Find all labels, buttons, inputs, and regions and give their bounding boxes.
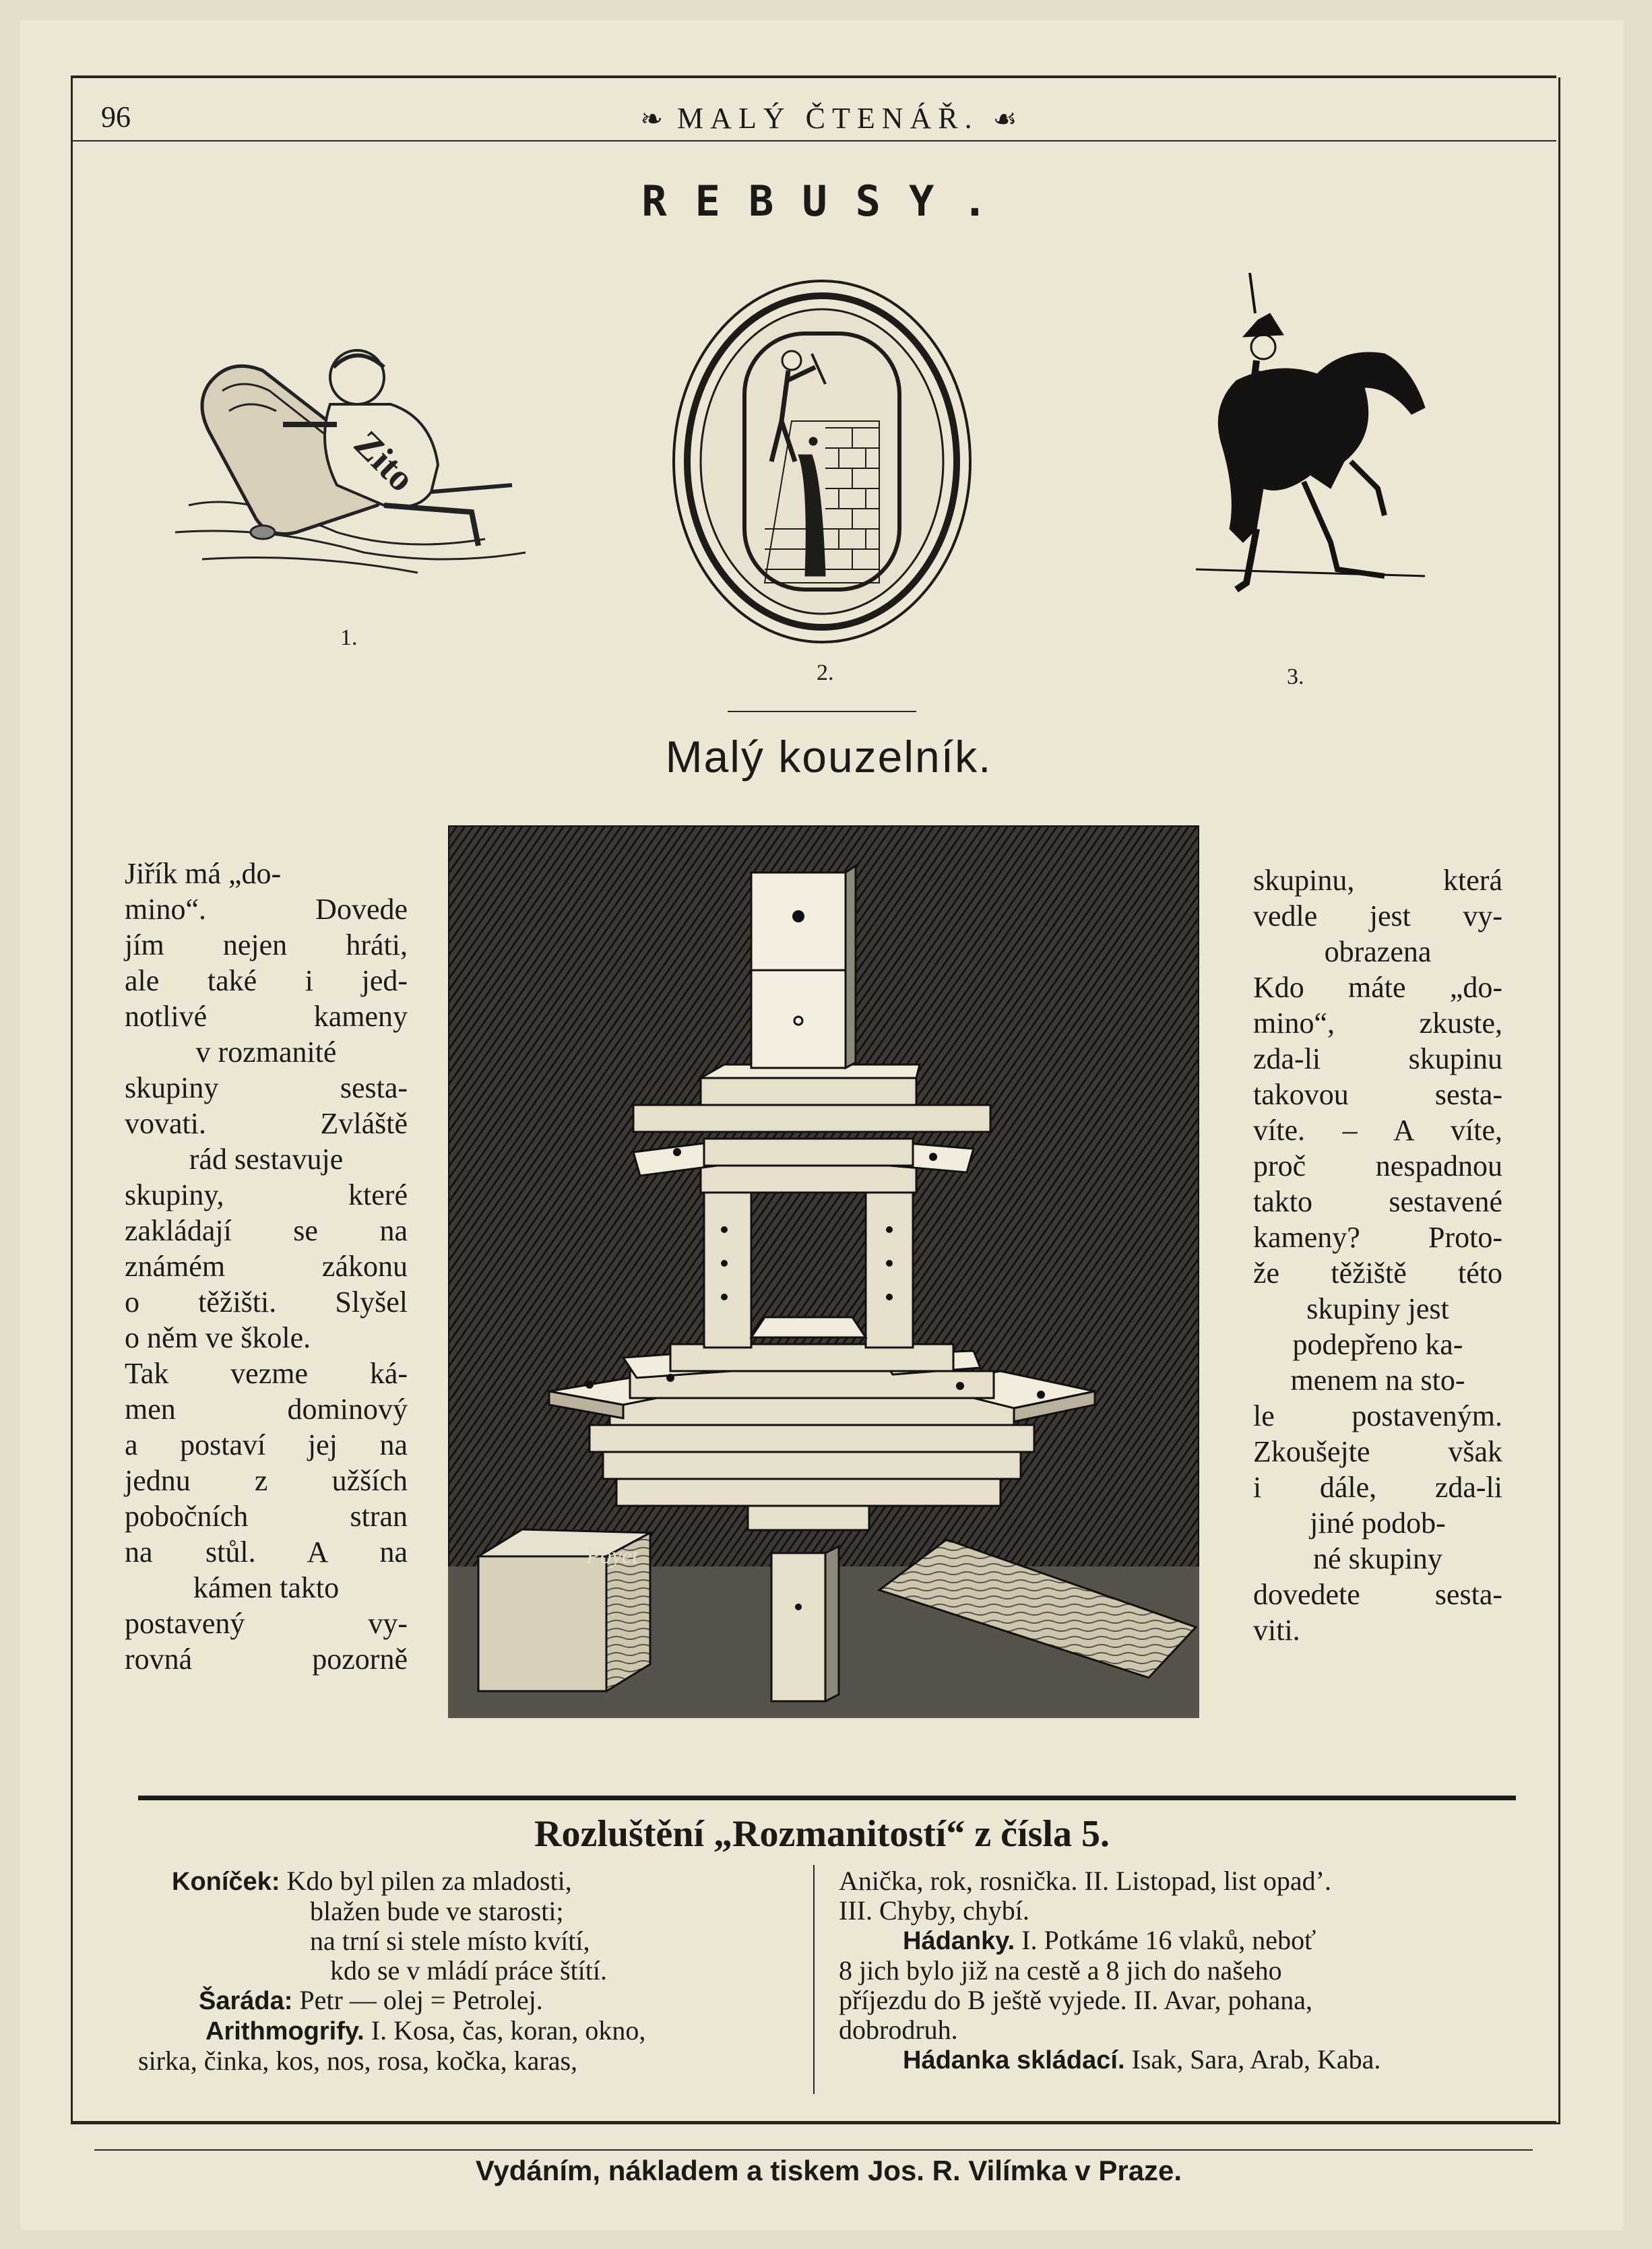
text-line: skupiny, které bbox=[125, 1178, 408, 1211]
solutions-left-column bbox=[138, 1866, 795, 2076]
text-line: a postaví jej na bbox=[125, 1428, 408, 1461]
text-line: skupiny jest bbox=[1306, 1292, 1449, 1325]
text-line: jiné podob- bbox=[1310, 1507, 1446, 1540]
text-line: mino“, zkuste, bbox=[1253, 1007, 1502, 1040]
rebus-illustration-1 bbox=[162, 330, 539, 600]
text-line: v rozmanité bbox=[195, 1036, 337, 1069]
text-line: o těžišti. Slyšel bbox=[125, 1286, 408, 1319]
text-line: podepřeno ka- bbox=[1292, 1328, 1463, 1361]
rebus-caption-1: 1. bbox=[340, 625, 358, 650]
solution-label: Koníček: bbox=[172, 1868, 280, 1896]
text-line: obrazena bbox=[1324, 935, 1432, 968]
solution-text: III. Chyby, chybí. bbox=[839, 1895, 1029, 1926]
solution-text: Petr — olej = Petrolej. bbox=[299, 1985, 543, 2015]
text-line: mino“. Dovede bbox=[125, 893, 408, 926]
text-line: zakládají se na bbox=[125, 1214, 408, 1247]
text-line: né skupiny bbox=[1313, 1542, 1442, 1575]
running-title-text: MALÝ ČTENÁŘ. bbox=[677, 102, 979, 135]
ornament-left-icon: ❧ bbox=[640, 104, 664, 134]
solution-text: 8 jich bylo již na cestě a 8 jich do našeho bbox=[839, 1955, 1282, 1986]
text-line: na stůl. A na bbox=[125, 1535, 408, 1569]
text-line: Jiřík má „do- bbox=[125, 857, 282, 890]
text-line: že těžiště této bbox=[1253, 1257, 1502, 1290]
rebus-fig1-label: Zito bbox=[346, 422, 423, 500]
solutions-column-divider bbox=[813, 1865, 815, 2094]
solution-text: dobrodruh. bbox=[839, 2015, 958, 2045]
solution-text: Anička, rok, rosnička. II. Listopad, list opad’. bbox=[839, 1866, 1331, 1896]
text-line: takovou sesta- bbox=[1253, 1078, 1502, 1111]
article-right-column bbox=[1253, 862, 1502, 1648]
text-line: pobočních stran bbox=[125, 1500, 408, 1533]
text-line: rád sestavuje bbox=[189, 1143, 344, 1176]
rebus-section-title: REBUSY. bbox=[641, 177, 1016, 226]
article-title: Malý kouzelník. bbox=[665, 732, 992, 782]
solution-text: I. Kosa, čas, koran, okno, bbox=[371, 2015, 646, 2046]
text-line: men dominový bbox=[125, 1393, 408, 1426]
solution-text: příjezdu do B ještě vyjede. II. Avar, pohana, bbox=[839, 1985, 1312, 2015]
text-line: vovati. Zvláště bbox=[125, 1107, 408, 1140]
solutions-title: Rozluštění „Rozmanitostí“ z čísla 5. bbox=[534, 1813, 1110, 1855]
text-line: notlivé kameny bbox=[125, 1000, 408, 1033]
publisher-imprint: Vydáním, nákladem a tiskem Jos. R. Vilímka v Praze. bbox=[475, 2155, 1182, 2186]
solution-label: Šaráda: bbox=[199, 1987, 293, 2015]
footer-rule-thin bbox=[94, 2149, 1533, 2151]
text-line: známém zákonu bbox=[125, 1250, 408, 1283]
solution-label: Arithmogrify. bbox=[205, 2017, 364, 2046]
text-line: viti. bbox=[1253, 1614, 1300, 1647]
page-number: 96 bbox=[101, 100, 131, 133]
ornament-right-icon: ☙ bbox=[992, 104, 1017, 134]
text-line: vedle jest vy- bbox=[1253, 899, 1502, 932]
solution-label: Hádanky. bbox=[903, 1927, 1015, 1955]
text-line: jím nejen hráti, bbox=[125, 928, 408, 961]
text-line: ale také i jed- bbox=[125, 964, 408, 997]
solution-label: Hádanka skládací. bbox=[903, 2046, 1125, 2074]
text-line: le postaveným. bbox=[1253, 1399, 1502, 1432]
solution-text: blažen bude ve starosti; bbox=[310, 1896, 564, 1926]
solution-text: sirka, činka, kos, nos, rosa, kočka, karas, bbox=[138, 2046, 578, 2076]
text-line: rovná pozorně bbox=[125, 1643, 408, 1676]
text-line: o něm ve škole. bbox=[125, 1321, 311, 1354]
text-line: Zkoušejte však bbox=[1253, 1435, 1502, 1468]
section-divider bbox=[728, 711, 916, 712]
text-line: zda-li skupinu bbox=[1253, 1042, 1502, 1075]
solutions-top-rule bbox=[138, 1796, 1516, 1800]
solution-text: Kdo byl pilen za mladosti, bbox=[286, 1866, 572, 1896]
text-line: i dále, zda-li bbox=[1253, 1471, 1502, 1504]
header-rule bbox=[71, 140, 1556, 141]
text-line: Kdo máte „do- bbox=[1253, 971, 1502, 1004]
rebus-caption-2: 2. bbox=[817, 660, 834, 685]
solution-text: I. Potkáme 16 vlaků, neboť bbox=[1021, 1925, 1316, 1955]
text-line: takto sestavené bbox=[1253, 1185, 1502, 1218]
text-line: kameny? Proto- bbox=[1253, 1221, 1502, 1254]
solution-text: na trní si stele místo kvítí, bbox=[310, 1926, 590, 1956]
text-line: Tak vezme ká- bbox=[125, 1357, 408, 1390]
solution-text: Isak, Sara, Arab, Kaba. bbox=[1131, 2044, 1381, 2074]
solutions-right-column bbox=[839, 1866, 1513, 2075]
engraver-signature: Poyet bbox=[586, 1544, 639, 1569]
rebus-illustration-2 bbox=[657, 266, 994, 657]
domino-tower-illustration bbox=[448, 825, 1199, 1718]
text-line: víte. – A víte, bbox=[1253, 1114, 1502, 1147]
rebus-illustration-3 bbox=[1182, 273, 1432, 596]
solution-text: kdo se v mládí práce štítí. bbox=[330, 1955, 608, 1986]
text-line: dovedete sesta- bbox=[1253, 1578, 1502, 1611]
text-line: skupiny sesta- bbox=[125, 1071, 408, 1104]
article-left-column bbox=[125, 856, 408, 1677]
text-line: skupinu, která bbox=[1253, 864, 1502, 897]
running-title bbox=[579, 101, 1078, 135]
text-line: postavený vy- bbox=[125, 1607, 408, 1640]
text-line: kámen takto bbox=[193, 1571, 340, 1604]
rebus-caption-3: 3. bbox=[1287, 664, 1304, 689]
text-line: proč nespadnou bbox=[1253, 1149, 1502, 1182]
footer-rule bbox=[71, 2121, 1556, 2123]
text-line: jednu z užších bbox=[125, 1464, 408, 1497]
text-line: menem na sto- bbox=[1290, 1364, 1465, 1397]
